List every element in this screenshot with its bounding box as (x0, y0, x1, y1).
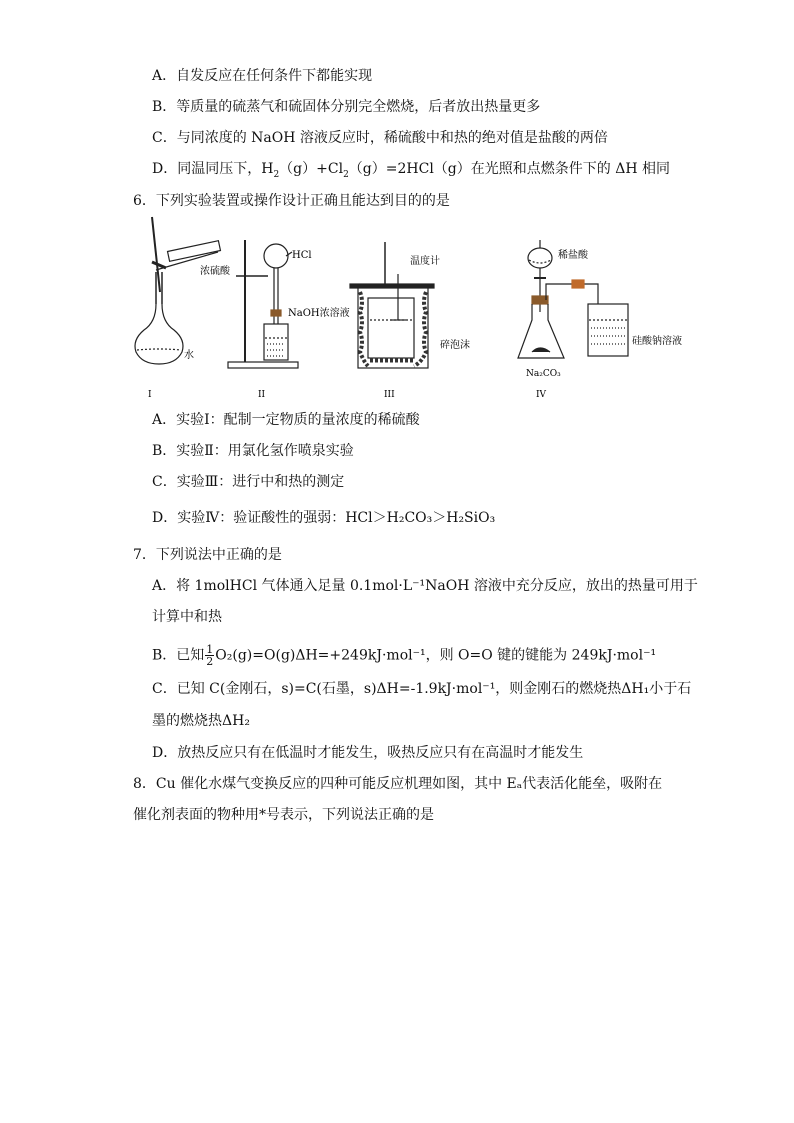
q7-option-b (152, 644, 656, 667)
q7-option-d: D．放热反应只有在低温时才能发生，吸热反应只有在高温时才能发生 (152, 745, 584, 761)
q8-stem-line1: 8．Cu 催化水煤气变换反应的四种可能反应机理如图，其中 Eₐ代表活化能垒，吸附在 (133, 776, 663, 792)
numeral-iv: IV (536, 390, 547, 400)
q6-stem: 6．下列实验装置或操作设计正确且能达到目的的是 (133, 193, 450, 209)
label-i-water: 水 (184, 350, 194, 361)
q6-option-d-formula: HCl＞H₂CO₃＞H₂SiO₃ (345, 510, 496, 526)
q5-option-d-mid1: （g）+Cl (279, 161, 344, 177)
label-ii-solution: NaOH浓溶液 (288, 308, 350, 319)
apparatus-figure (128, 212, 688, 402)
q7-option-c-line2: 墨的燃烧热ΔH₂ (152, 713, 250, 729)
fraction-numerator: 1 (206, 643, 214, 656)
q7-option-a-line2: 计算中和热 (152, 609, 222, 625)
q5-option-b: B．等质量的硫蒸气和硫固体分别完全燃烧，后者放出热量更多 (152, 99, 541, 115)
numeral-iii: III (384, 390, 395, 400)
label-iv-solution: 硅酸钠溶液 (632, 336, 682, 347)
label-i-reagent: 浓硫酸 (200, 266, 230, 277)
label-ii-gas: HCl (292, 250, 312, 261)
q5-option-d-mid2: （g）=2HCl（g）在光照和点燃条件下的 ΔH 相同 (348, 161, 670, 177)
label-iv-acid: 稀盐酸 (558, 250, 588, 261)
q7-option-b-post: O₂(g)=O(g)ΔH=+249kJ·mol⁻¹，则 O=O 键的键能为 249kJ·mol⁻¹ (215, 647, 657, 664)
numeral-i: I (148, 390, 152, 400)
apparatus-ii (228, 240, 298, 368)
q6-option-d (152, 508, 495, 528)
q6-option-a: A．实验Ⅰ：配制一定物质的量浓度的稀硫酸 (152, 412, 420, 428)
fraction-denominator: 2 (206, 655, 214, 668)
label-iv-solid: Na₂CO₃ (526, 369, 561, 379)
q5-option-d: D．同温同压下，$H_2(g)+Cl_2(g)=2HCl(g)$在光照和点燃条件下的 ΔH 相同 (152, 161, 670, 180)
label-iii-thermometer: 温度计 (410, 256, 440, 267)
q7-option-b-pre: B．已知 (152, 647, 205, 664)
q6-option-d-pre: D．实验Ⅳ：验证酸性的强弱： (152, 510, 346, 526)
q7-option-a-line1: A．将 1molHCl 气体通入足量 0.1mol·L⁻¹NaOH 溶液中充分反应，放出的热量可用于 (152, 578, 698, 594)
q5-option-d-pre: D．同温同压下，H (152, 161, 274, 177)
q8-stem-line2: 催化剂表面的物种用*号表示，下列说法正确的是 (133, 807, 434, 823)
q7-stem: 7．下列说法中正确的是 (133, 547, 282, 563)
q5-option-a: A．自发反应在任何条件下都能实现 (152, 68, 373, 84)
apparatus-i (135, 217, 220, 364)
q6-option-b: B．实验Ⅱ：用氯化氢作喷泉实验 (152, 443, 354, 459)
one-half-fraction (205, 644, 214, 667)
numeral-ii: II (258, 390, 266, 400)
q7-option-c-line1: C．已知 C(金刚石，s)=C(石墨，s)ΔH=-1.9kJ·mol⁻¹，则金刚石的燃烧热ΔH₁小于石 (152, 681, 692, 697)
q6-option-c: C．实验Ⅲ：进行中和热的测定 (152, 474, 345, 490)
label-iii-foam: 碎泡沫 (440, 340, 470, 351)
q5-option-c: C．与同浓度的 NaOH 溶液反应时，稀硫酸中和热的绝对值是盐酸的两倍 (152, 130, 608, 146)
